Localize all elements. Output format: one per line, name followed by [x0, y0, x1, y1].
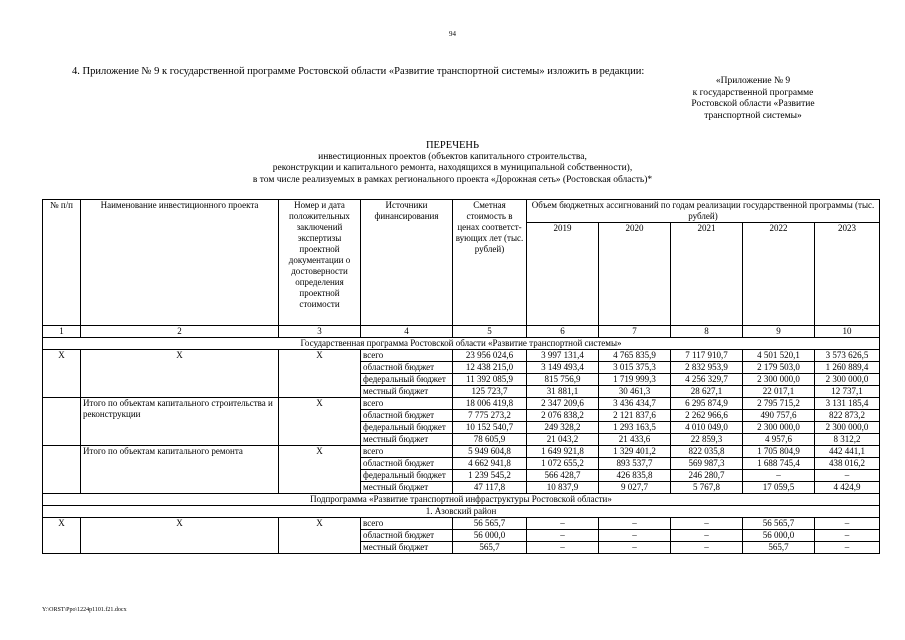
- budget-value: 2 262 966,6: [671, 410, 743, 422]
- funding-source: областной бюджет: [361, 362, 453, 374]
- funding-source: местный бюджет: [361, 434, 453, 446]
- expertise-ref: Х: [279, 398, 361, 446]
- budget-value: –: [815, 518, 880, 530]
- budget-value: 56 565,7: [743, 518, 815, 530]
- budget-value: 125 723,7: [453, 386, 527, 398]
- budget-value: 2 300 000,0: [743, 374, 815, 386]
- budget-value: 5 767,8: [671, 482, 743, 494]
- budget-value: 815 756,9: [527, 374, 599, 386]
- budget-value: 822 035,8: [671, 446, 743, 458]
- project-name: Итого по объектам капитального ремонта: [81, 446, 279, 494]
- expertise-ref: Х: [279, 350, 361, 398]
- header-name: Наименование инвестиционного проекта: [81, 200, 279, 326]
- section-title: Государственная программа Ростовской области «Развитие транспортной системы»: [43, 338, 880, 350]
- budget-value: 56 000,0: [743, 530, 815, 542]
- budget-value: 17 059,5: [743, 482, 815, 494]
- header-year: 2021: [671, 223, 743, 326]
- budget-value: 31 881,1: [527, 386, 599, 398]
- budget-value: 30 461,3: [599, 386, 671, 398]
- budget-value: 3 436 434,7: [599, 398, 671, 410]
- funding-source: местный бюджет: [361, 482, 453, 494]
- heading-line: инвестиционных проектов (объектов капитального строительства,: [318, 151, 587, 162]
- intro-text: 4. Приложение № 9 к государственной программе Ростовской области «Развитие транспортной системы» изложить в редакции:: [72, 66, 645, 77]
- budget-value: 2 179 503,0: [743, 362, 815, 374]
- budget-value: –: [599, 542, 671, 554]
- column-number: 10: [815, 326, 880, 338]
- header-expertise: Номер и дата положительных заключений экспертизы проектной документации о достоверности определения проектной стоимости: [279, 200, 361, 326]
- budget-value: 1 293 163,5: [599, 422, 671, 434]
- appendix-line: Ростовской области «Развитие: [691, 99, 815, 109]
- budget-value: 2 300 000,0: [815, 422, 880, 434]
- header-sources: Источники финансирования: [361, 200, 453, 326]
- header-budget: Объем бюджетных ассигнований по годам реализации государственной программы (тыс. рублей): [527, 200, 880, 223]
- heading-title: ПЕРЕЧЕНЬ: [425, 140, 480, 151]
- budget-value: 1 239 545,2: [453, 470, 527, 482]
- document-heading: [0, 140, 905, 186]
- funding-source: федеральный бюджет: [361, 470, 453, 482]
- budget-value: –: [815, 542, 880, 554]
- appendix-line: к государственной программе: [692, 87, 814, 98]
- budget-value: 78 605,9: [453, 434, 527, 446]
- heading-line: реконструкции и капитального ремонта, находящихся в муниципальной собственности),: [272, 163, 633, 173]
- expertise-ref: Х: [279, 518, 361, 554]
- budget-value: 23 956 024,6: [453, 350, 527, 362]
- file-path-footer: Y:\ORST\Ppo\1224p1101.f21.docx: [42, 607, 127, 613]
- header-year: 2020: [599, 223, 671, 326]
- funding-source: местный бюджет: [361, 386, 453, 398]
- budget-value: –: [527, 518, 599, 530]
- row-number: Х: [43, 350, 81, 398]
- heading-line: в том числе реализуемых в рамках регионального проекта «Дорожная сеть» (Ростовская область)*: [252, 174, 653, 185]
- budget-value: 2 121 837,6: [599, 410, 671, 422]
- budget-value: 438 016,2: [815, 458, 880, 470]
- budget-value: 4 256 329,7: [671, 374, 743, 386]
- budget-value: 4 501 520,1: [743, 350, 815, 362]
- page-number: 94: [449, 30, 456, 38]
- budget-value: 9 027,7: [599, 482, 671, 494]
- budget-value: 1 329 401,2: [599, 446, 671, 458]
- budget-value: 47 117,8: [453, 482, 527, 494]
- budget-value: –: [599, 530, 671, 542]
- budget-value: 28 627,1: [671, 386, 743, 398]
- expertise-ref: Х: [279, 446, 361, 494]
- budget-value: 565,7: [453, 542, 527, 554]
- budget-value: 7 117 910,7: [671, 350, 743, 362]
- budget-value: 7 775 273,2: [453, 410, 527, 422]
- funding-source: местный бюджет: [361, 542, 453, 554]
- column-number: 4: [361, 326, 453, 338]
- budget-value: 1 719 999,3: [599, 374, 671, 386]
- funding-source: всего: [361, 518, 453, 530]
- budget-value: –: [815, 530, 880, 542]
- budget-value: 3 149 493,4: [527, 362, 599, 374]
- budget-value: 11 392 085,9: [453, 374, 527, 386]
- appendix-line: транспортной системы»: [704, 110, 802, 121]
- row-number: [43, 398, 81, 446]
- budget-value: 21 043,2: [527, 434, 599, 446]
- projects-table: [42, 199, 880, 554]
- budget-value: 3 015 375,3: [599, 362, 671, 374]
- column-number: 3: [279, 326, 361, 338]
- budget-value: 18 006 419,8: [453, 398, 527, 410]
- header-year: 2023: [815, 223, 880, 326]
- budget-value: 6 295 874,9: [671, 398, 743, 410]
- budget-value: –: [671, 518, 743, 530]
- budget-value: 10 837,9: [527, 482, 599, 494]
- column-number: 5: [453, 326, 527, 338]
- budget-value: 2 300 000,0: [743, 422, 815, 434]
- appendix-reference: [663, 76, 843, 122]
- budget-value: 2 832 953,9: [671, 362, 743, 374]
- budget-value: –: [527, 530, 599, 542]
- header-cost: Сметная стоимость в ценах соответст-вующих лет (тыс. рублей): [453, 200, 527, 326]
- budget-value: 3 573 626,5: [815, 350, 880, 362]
- budget-value: 12 737,1: [815, 386, 880, 398]
- budget-value: 3 997 131,4: [527, 350, 599, 362]
- budget-value: 4 010 049,0: [671, 422, 743, 434]
- funding-source: всего: [361, 446, 453, 458]
- budget-value: 2 795 715,2: [743, 398, 815, 410]
- budget-value: 8 312,2: [815, 434, 880, 446]
- budget-value: 569 987,3: [671, 458, 743, 470]
- budget-value: 21 433,6: [599, 434, 671, 446]
- budget-value: 1 649 921,8: [527, 446, 599, 458]
- budget-value: 56 565,7: [453, 518, 527, 530]
- budget-value: –: [599, 518, 671, 530]
- budget-value: 2 076 838,2: [527, 410, 599, 422]
- budget-value: 10 152 540,7: [453, 422, 527, 434]
- column-number: 8: [671, 326, 743, 338]
- budget-value: 3 131 185,4: [815, 398, 880, 410]
- budget-value: 4 765 835,9: [599, 350, 671, 362]
- row-number: Х: [43, 518, 81, 554]
- budget-value: 22 859,3: [671, 434, 743, 446]
- budget-value: 4 424,9: [815, 482, 880, 494]
- budget-value: 442 441,1: [815, 446, 880, 458]
- funding-source: областной бюджет: [361, 410, 453, 422]
- funding-source: всего: [361, 398, 453, 410]
- column-number: 9: [743, 326, 815, 338]
- funding-source: областной бюджет: [361, 458, 453, 470]
- funding-source: всего: [361, 350, 453, 362]
- header-year: 2019: [527, 223, 599, 326]
- budget-value: 12 438 215,0: [453, 362, 527, 374]
- column-number: 2: [81, 326, 279, 338]
- budget-value: 2 300 000,0: [815, 374, 880, 386]
- budget-value: 4 957,6: [743, 434, 815, 446]
- budget-value: 1 072 655,2: [527, 458, 599, 470]
- funding-source: федеральный бюджет: [361, 374, 453, 386]
- column-number: 1: [43, 326, 81, 338]
- budget-value: 426 835,8: [599, 470, 671, 482]
- funding-source: областной бюджет: [361, 530, 453, 542]
- budget-value: 249 328,2: [527, 422, 599, 434]
- section-title: 1. Азовский район: [43, 506, 880, 518]
- header-no: № п/п: [43, 200, 81, 326]
- budget-value: –: [815, 470, 880, 482]
- budget-value: 2 347 209,6: [527, 398, 599, 410]
- project-name: Х: [81, 518, 279, 554]
- header-year: 2022: [743, 223, 815, 326]
- budget-value: 822 873,2: [815, 410, 880, 422]
- budget-value: –: [743, 470, 815, 482]
- project-name: Итого по объектам капитального строительства и реконструкции: [81, 398, 279, 446]
- budget-value: 56 000,0: [453, 530, 527, 542]
- column-number: 6: [527, 326, 599, 338]
- section-title: Подпрограмма «Развитие транспортной инфраструктуры Ростовской области»: [43, 494, 880, 506]
- budget-value: –: [671, 542, 743, 554]
- budget-value: –: [527, 542, 599, 554]
- budget-value: 565,7: [743, 542, 815, 554]
- appendix-line: «Приложение № 9: [715, 76, 791, 86]
- funding-source: федеральный бюджет: [361, 422, 453, 434]
- budget-value: 5 949 604,8: [453, 446, 527, 458]
- budget-value: 246 280,7: [671, 470, 743, 482]
- row-number: [43, 446, 81, 494]
- budget-value: 4 662 941,8: [453, 458, 527, 470]
- budget-value: 22 017,1: [743, 386, 815, 398]
- budget-value: 1 688 745,4: [743, 458, 815, 470]
- budget-value: 1 705 804,9: [743, 446, 815, 458]
- column-number: 7: [599, 326, 671, 338]
- budget-value: 566 428,7: [527, 470, 599, 482]
- budget-value: 1 260 889,4: [815, 362, 880, 374]
- budget-value: 490 757,6: [743, 410, 815, 422]
- budget-value: –: [671, 530, 743, 542]
- budget-value: 893 537,7: [599, 458, 671, 470]
- project-name: Х: [81, 350, 279, 398]
